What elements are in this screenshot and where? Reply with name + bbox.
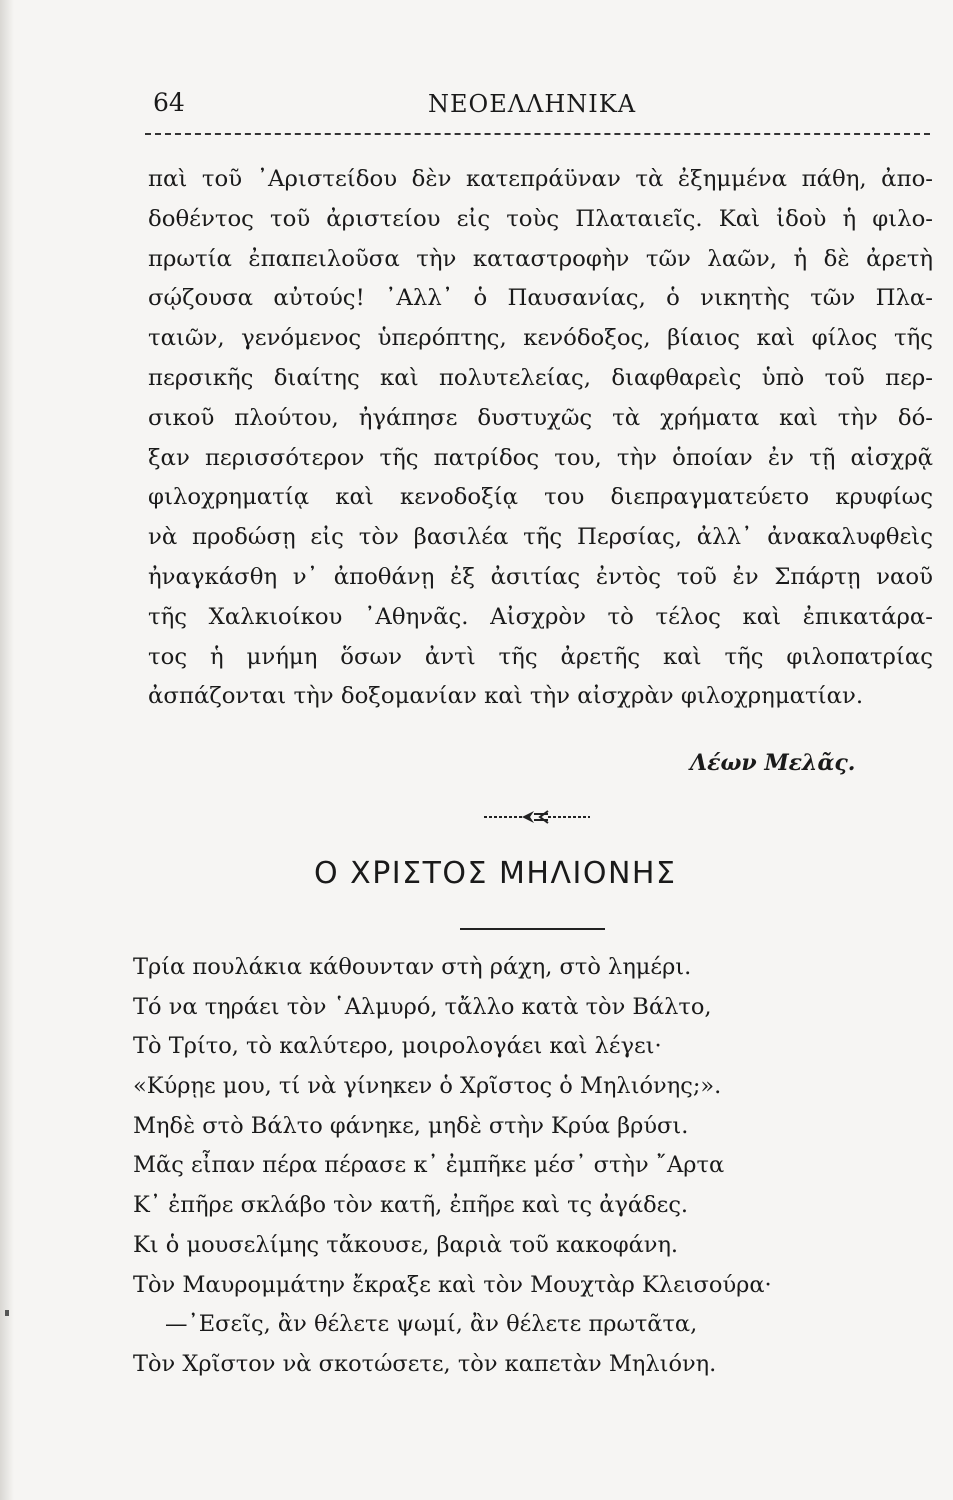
prose-line: παὶ τοῦ ᾿Αριστείδου δὲν κατεπράϋναν τὰ ἐξημμένα πάθη, ἀπο- bbox=[148, 166, 933, 192]
prose-line: ἠναγκάσθη ν᾿ ἀποθάνῃ ἐξ ἀσιτίας ἐντὸς τοῦ ἐν Σπάρτῃ ναοῦ bbox=[148, 563, 933, 590]
page-header bbox=[145, 88, 925, 128]
page-number: 64 bbox=[153, 88, 185, 117]
prose-line: σῴζουσα αὐτούς! ᾿Αλλ᾿ ὁ Παυσανίας, ὁ νικητὴς τῶν Πλα- bbox=[148, 285, 933, 312]
poem-line: Κι ὁ μουσελίμης τἄκουσε, βαριὰ τοῦ κακοφάνη. bbox=[133, 1231, 679, 1258]
poem-line: Τὸ Τρίτο, τὸ καλύτερο, μοιρολογάει καὶ λέγει· bbox=[133, 1033, 662, 1060]
poem-body bbox=[133, 948, 923, 1385]
prose-line: ἀσπάζονται τὴν δοξομανίαν καὶ τὴν αἰσχρὰν φιλοχρηματίαν. bbox=[148, 683, 864, 710]
prose-line: τος ἡ μνήμη ὅσων ἀντὶ τῆς ἀρετῆς καὶ τῆς φιλοπατρίας bbox=[148, 643, 933, 670]
prose-line: περσικῆς διαίτης καὶ πολυτελείας, διαφθαρεὶς ὑπὸ τοῦ περ- bbox=[148, 364, 933, 391]
prose-paragraph bbox=[148, 160, 933, 717]
poem-line: —᾿Εσεῖς, ἂν θέλετε ψωμί, ἂν θέλετε πρωτᾶτα, bbox=[165, 1311, 698, 1338]
margin-ink-mark bbox=[5, 1310, 9, 1316]
prose-line: πρωτία ἐπαπειλοῦσα τὴν καταστροφὴν τῶν λαῶν, ἡ δὲ ἀρετὴ bbox=[148, 245, 933, 272]
header-dashed-rule bbox=[145, 133, 930, 135]
running-title: ΝΕΟΕΛΛΗΝΙΚΑ bbox=[428, 90, 637, 118]
poem-line: Τό να τηράει τὸν ῾Αλμυρό, τἄλλο κατὰ τὸν Βάλτο, bbox=[133, 993, 712, 1020]
decorative-separator-icon bbox=[482, 808, 592, 826]
poem-line: Μηδὲ στὸ Βάλτο φάνηκε, μηδὲ στὴν Κρύα βρύσι. bbox=[133, 1112, 689, 1139]
poem-line: Μᾶς εἶπαν πέρα πέρασε κ᾿ ἐμπῆκε μέσ᾿ στὴν ῎Αρτα bbox=[133, 1152, 725, 1179]
prose-line: δοθέντος τοῦ ἀριστείου εἰς τοὺς Πλαταιεῖς. Καὶ ἰδοὺ ἡ φιλο- bbox=[148, 205, 933, 232]
author-signature: Λέων Μελᾶς. bbox=[690, 750, 856, 776]
poem-line: Κ᾿ ἐπῆρε σκλάβο τὸν κατῆ, ἐπῆρε καὶ τς ἀγάδες. bbox=[133, 1192, 689, 1219]
prose-line: νὰ προδώσῃ εἰς τὸν βασιλέα τῆς Περσίας, ἀλλ᾿ ἀνακαλυφθεὶς bbox=[148, 524, 933, 551]
prose-line: ταιῶν, γενόμενος ὑπερόπτης, κενόδοξος, βίαιος καὶ φίλος τῆς bbox=[148, 325, 933, 352]
poem-title: Ο ΧΡΙΣΤΟΣ ΜΗΛΙΟΝΗΣ bbox=[314, 856, 677, 891]
poem-line: Τρία πουλάκια κάθουνταν στὴ ράχη, στὸ λημέρι. bbox=[133, 954, 692, 980]
prose-line: ξαν περισσότερον τῆς πατρίδος του, τὴν ὁποίαν ἐν τῇ αἰσχρᾷ bbox=[148, 444, 933, 471]
prose-line: τῆς Χαλκιοίκου ᾿Αθηνᾶς. Αἰσχρὸν τὸ τέλος καὶ ἐπικατάρα- bbox=[148, 603, 933, 630]
poem-line: Τὸν Χρῖστον νὰ σκοτώσετε, τὸν καπετὰν Μηλιόνη. bbox=[133, 1350, 717, 1377]
poem-line: «Κύρῃε μου, τί νὰ γίνηκεν ὁ Χρῖστος ὁ Μηλιόνης;». bbox=[133, 1073, 722, 1100]
title-underline-rule bbox=[460, 928, 605, 930]
prose-line: σικοῦ πλούτου, ἠγάπησε δυστυχῶς τὰ χρήματα καὶ τὴν δό- bbox=[148, 404, 933, 431]
prose-line: φιλοχρηματίᾳ καὶ κενοδοξίᾳ του διεπραγματεύετο κρυφίως bbox=[148, 484, 933, 511]
page-binding-edge bbox=[0, 0, 14, 1500]
poem-line: Τὸν Μαυρομμάτην ἔκραξε καὶ τὸν Μουχτὰρ Κλεισούρα· bbox=[133, 1271, 772, 1298]
